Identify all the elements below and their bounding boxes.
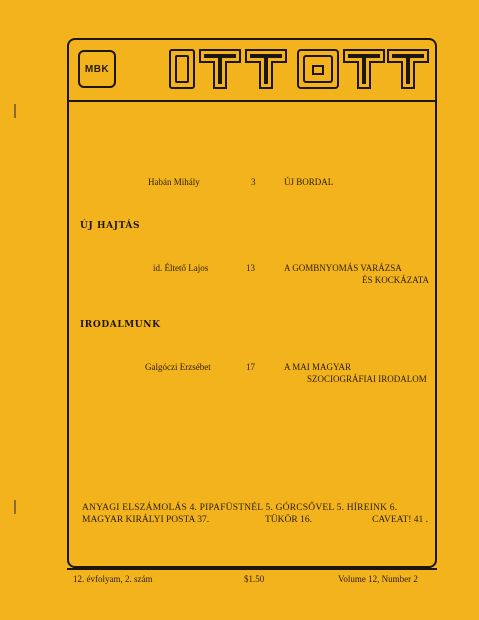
masthead-divider (67, 100, 437, 102)
toc-page-2: 13 (246, 263, 255, 273)
edge-mark-top (14, 104, 16, 118)
toc-author-1: Habán Mihály (148, 177, 200, 187)
toc-title-3a: A MAI MAGYAR (284, 362, 352, 372)
itt-ott-logo (168, 44, 430, 94)
departments-line-2-right: CAVEAT! 41 . (372, 515, 429, 525)
price: $1.50 (244, 574, 265, 584)
toc-title-2b: ÉS KOCKÁZATA (362, 275, 430, 285)
section-irodalmunk: IRODALMUNK (80, 320, 161, 330)
masthead-title (168, 44, 430, 94)
toc-page-1: 3 (251, 177, 256, 187)
toc-title-3b: SZOCIOGRÁFIAI IRODALOM (307, 374, 427, 384)
toc-author-2: id. Éltető Lajos (153, 263, 209, 273)
toc-title-2a: A GOMBNYOMÁS VARÁZSA (284, 263, 402, 273)
issue-number: 12. évfolyam, 2. szám (73, 574, 153, 584)
masthead-title-text (168, 44, 169, 45)
toc-author-3: Galgóczi Erzsébet (145, 362, 211, 372)
section-uj-hajtas: ÚJ HAJTÁS (80, 221, 141, 231)
mbk-badge: MBK (78, 50, 116, 88)
departments-line-2-mid: TÜKÖR 16. (265, 515, 312, 525)
edge-mark-bottom (14, 500, 16, 514)
volume-number: Volume 12, Number 2 (338, 574, 418, 584)
toc-title-1: ÚJ BORDAL (284, 177, 334, 187)
departments-line-1: ANYAGI ELSZÁMOLÁS 4. PIPAFÜSTNÉL 5. GÓRCSŐVEL 5. HÍREINK 6. (82, 503, 398, 513)
departments-line-2-left: MAGYAR KIRÁLYI POSTA 37. (82, 515, 210, 525)
cover-frame (67, 38, 437, 568)
toc-page-3: 17 (246, 362, 255, 372)
footer-divider (67, 568, 437, 570)
